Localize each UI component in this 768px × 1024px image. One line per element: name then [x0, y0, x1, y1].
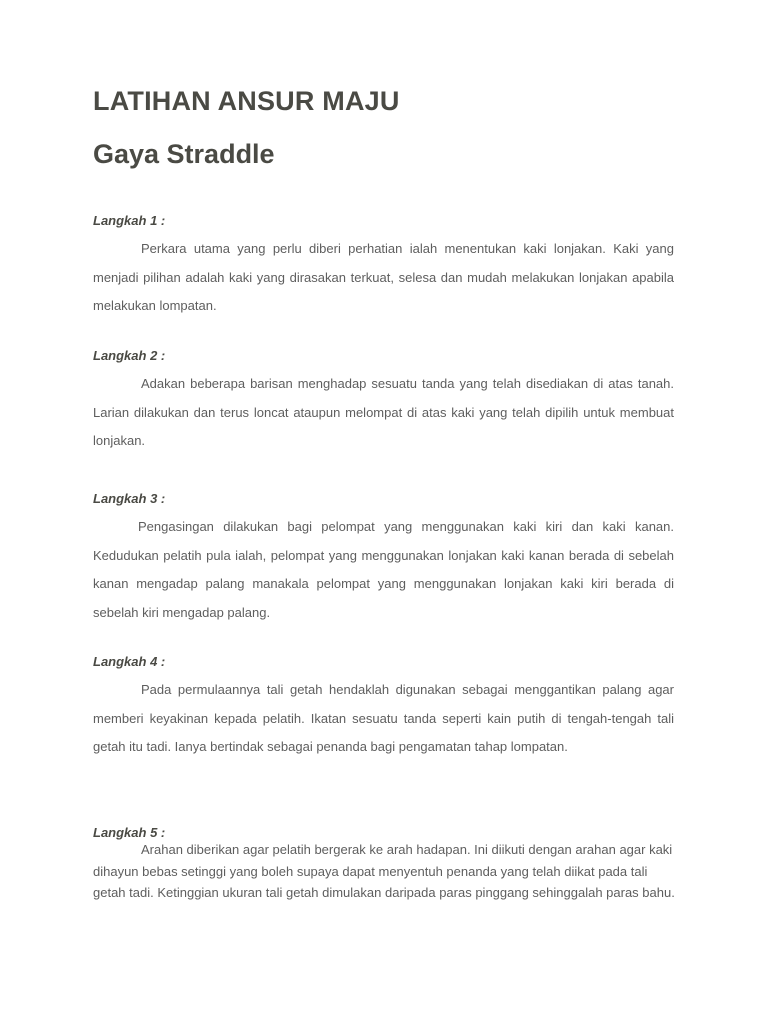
- step-text: Pada permulaannya tali getah hendaklah digunakan sebagai menggantikan palang agar memberi keyakinan kepada pelatih. Ikatan sesuatu tanda seperti kain putih di tengah-tengah tali getah itu tadi. Ianya bertindak sebagai penanda bagi pengamatan tahap lompatan.: [93, 682, 674, 754]
- document-title: LATIHAN ANSUR MAJU: [93, 86, 400, 116]
- step-heading: Langkah 5 :: [93, 825, 166, 840]
- step-heading: Langkah 4 :: [93, 654, 166, 669]
- step-heading: Langkah 1 :: [93, 213, 166, 228]
- step-4: [93, 654, 674, 762]
- step-3: [93, 491, 674, 627]
- step-5: [93, 825, 674, 904]
- step-text: Pengasingan dilakukan bagi pelompat yang menggunakan kaki kiri dan kaki kanan. Kedudukan pelatih pula ialah, pelompat yang menggunakan lonjakan kaki kanan berada di sebelah kanan mengadap palang manakala pelompat yang menggunakan lonjakan kaki kiri berada di sebelah kiri mengadap palang.: [93, 519, 674, 620]
- step-2: [93, 348, 674, 456]
- step-text: Perkara utama yang perlu diberi perhatian ialah menentukan kaki lonjakan. Kaki yang menjadi pilihan adalah kaki yang dirasakan terkuat, selesa dan mudah melakukan lonjakan apabila melakukan lompatan.: [93, 241, 674, 313]
- step-heading: Langkah 2 :: [93, 348, 166, 363]
- step-text: Arahan diberikan agar pelatih bergerak ke arah hadapan. Ini diikuti dengan arahan agar kaki dihayun bebas setinggi yang boleh supaya dapat menyentuh penanda yang telah diikat pada tali getah tadi. Ketinggian ukuran tali getah dimulakan daripada paras pinggang sehinggalah paras bahu.: [93, 842, 675, 900]
- step-heading: Langkah 3 :: [93, 491, 166, 506]
- step-1: [93, 213, 674, 321]
- document-subtitle: Gaya Straddle: [93, 139, 275, 169]
- step-text: Adakan beberapa barisan menghadap sesuatu tanda yang telah disediakan di atas tanah. Larian dilakukan dan terus loncat ataupun melompat di atas kaki yang telah dipilih untuk membuat lonjakan.: [93, 376, 674, 448]
